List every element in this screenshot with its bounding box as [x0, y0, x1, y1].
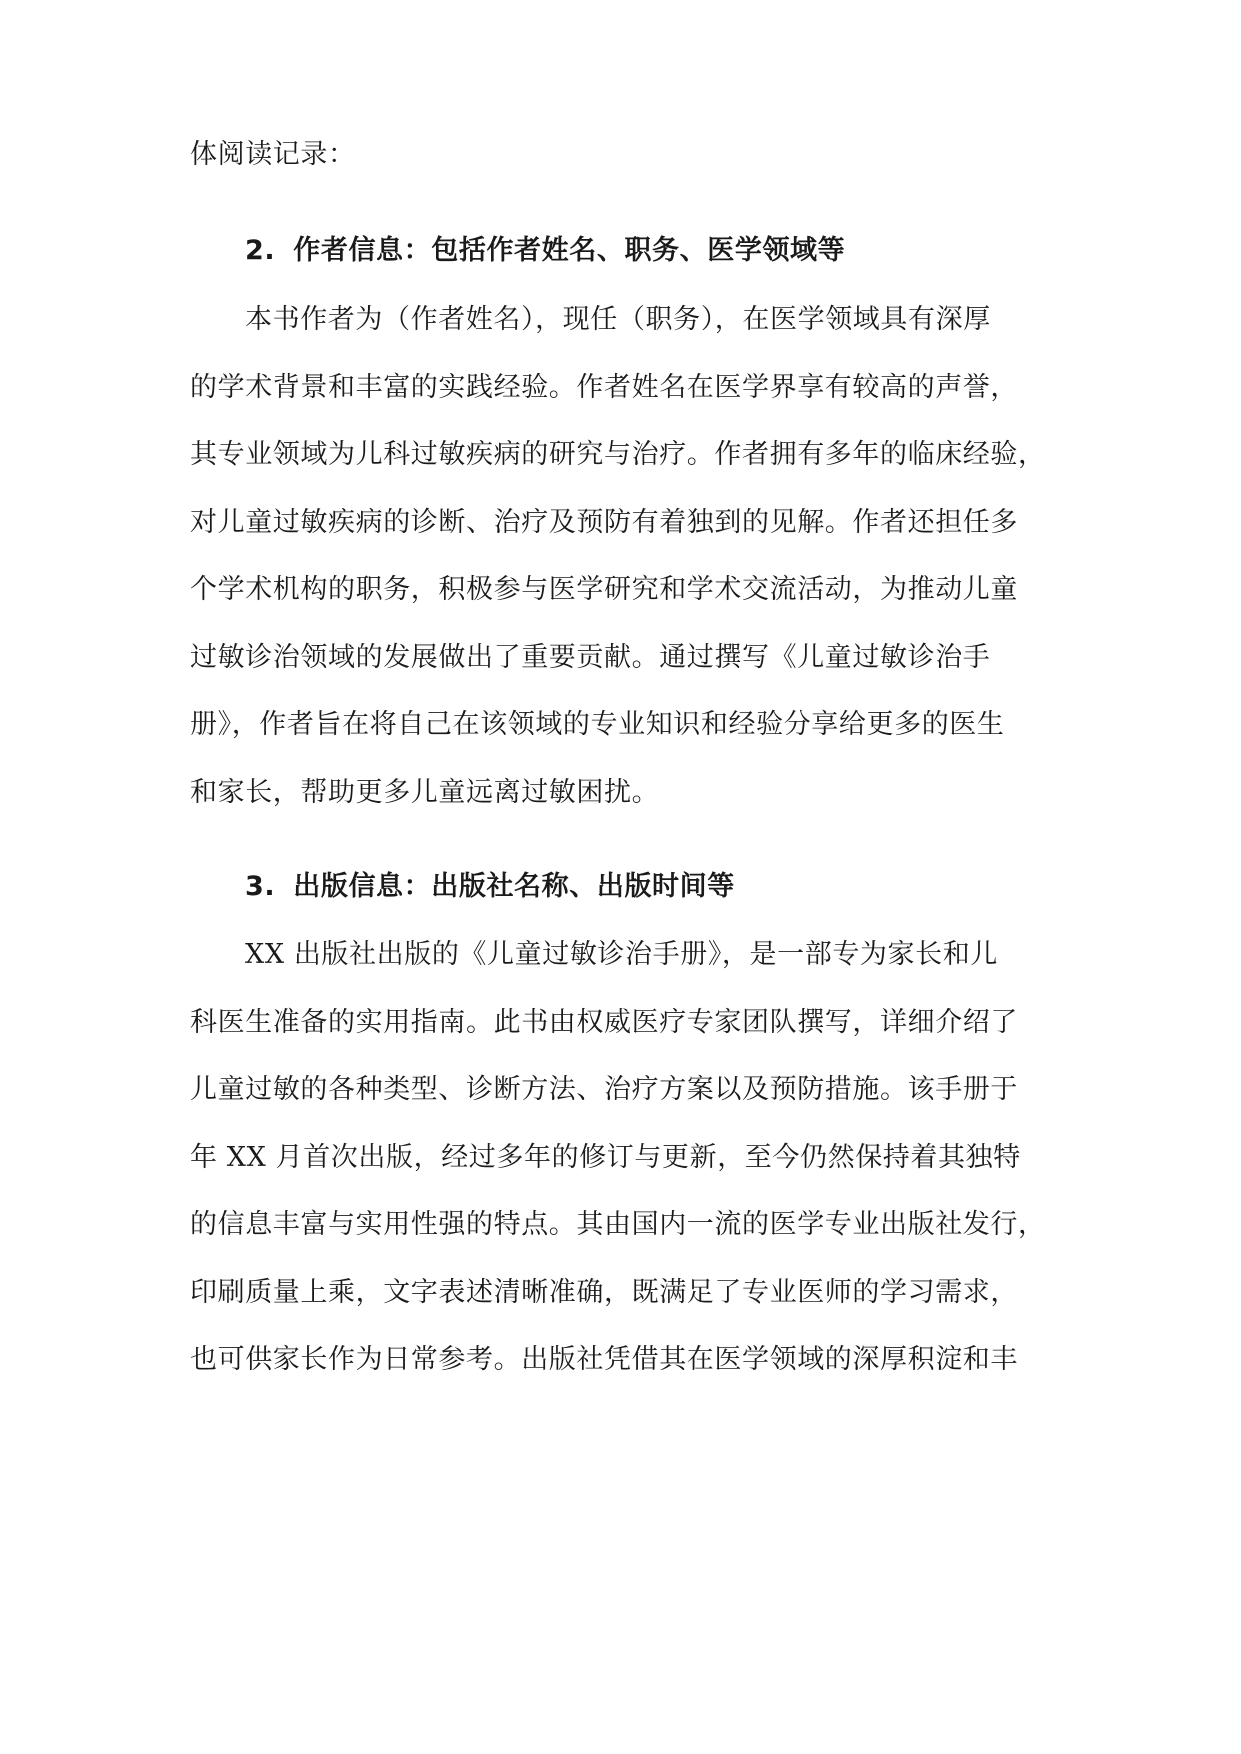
section-3-title: 出版信息：出版社名称、出版时间等: [293, 871, 735, 902]
section-2-paragraph-line: 的学术背景和丰富的实践经验。作者姓名在医学界享有较高的声誉，: [190, 372, 1018, 403]
section-2-paragraph-line: 和家长，帮助更多儿童远离过敏困扰。: [190, 777, 660, 808]
section-3-paragraph-line: 儿童过敏的各种类型、诊断方法、治疗方案以及预防措施。该手册于: [190, 1074, 1018, 1105]
section-2-heading: [245, 233, 845, 269]
section-3-paragraph-line: 印刷质量上乘，文字表述清晰准确，既满足了专业医师的学习需求，: [190, 1277, 1018, 1308]
section-2-number: 2.: [245, 235, 276, 266]
section-2-paragraph-line: 对儿童过敏疾病的诊断、治疗及预防有着独到的见解。作者还担任多: [190, 507, 1018, 538]
continuation-line: 体阅读记录：: [190, 139, 356, 170]
section-3-number: 3.: [245, 871, 276, 902]
section-3-paragraph-line: XX 出版社出版的《儿童过敏诊治手册》，是一部专为家长和儿: [245, 939, 998, 970]
section-3-paragraph-line: 也可供家长作为日常参考。出版社凭借其在医学领域的深厚积淀和丰: [190, 1344, 1018, 1375]
section-2-paragraph-line: 其专业领域为儿科过敏疾病的研究与治疗。作者拥有多年的临床经验，: [190, 439, 1046, 470]
section-2-paragraph-line: 本书作者为（作者姓名），现任（职务），在医学领域具有深厚: [245, 304, 991, 335]
section-2-paragraph-line: 个学术机构的职务，积极参与医学研究和学术交流活动，为推动儿童: [190, 574, 1018, 605]
section-3-paragraph-line: 科医生准备的实用指南。此书由权威医疗专家团队撰写，详细介绍了: [190, 1007, 1018, 1038]
section-3-heading: [245, 869, 735, 905]
section-2-title: 作者信息：包括作者姓名、职务、医学领域等: [293, 235, 846, 266]
section-2-paragraph-line: 册》，作者旨在将自己在该领域的专业知识和经验分享给更多的医生: [190, 709, 1005, 740]
section-2-paragraph-line: 过敏诊治领域的发展做出了重要贡献。通过撰写《儿童过敏诊治手: [190, 642, 991, 673]
section-3-paragraph-line: 年 XX 月首次出版，经过多年的修订与更新，至今仍然保持着其独特: [190, 1142, 1021, 1173]
section-3-paragraph-line: 的信息丰富与实用性强的特点。其由国内一流的医学专业出版社发行，: [190, 1209, 1046, 1240]
